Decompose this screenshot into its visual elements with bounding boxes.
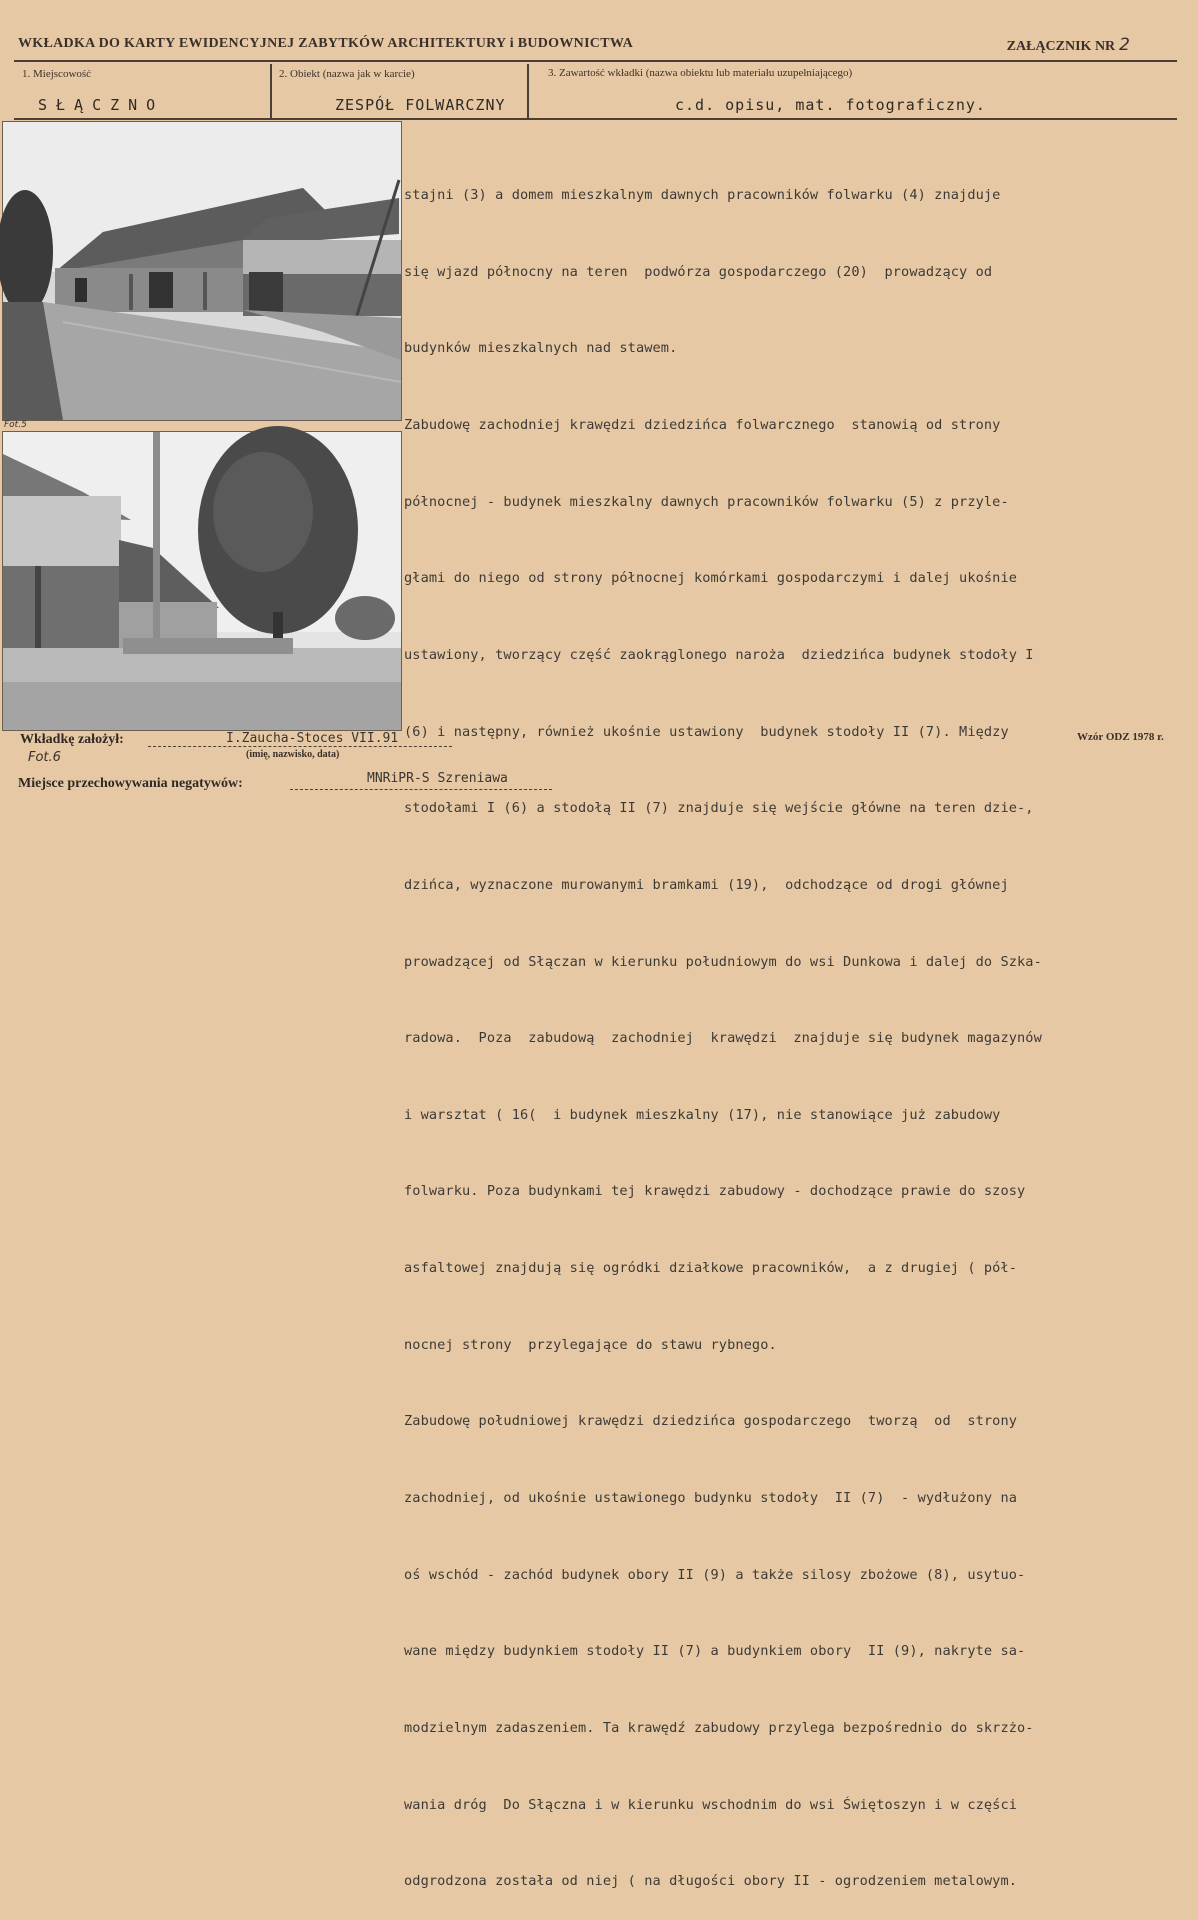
description-line: i warsztat ( 16( i budynek mieszkalny (17), nie stanowiące już zabudowy: [404, 1106, 1001, 1123]
storage-label: Miejsce przechowywania negatywów:: [18, 776, 243, 791]
field-divider-2: [527, 64, 529, 118]
author-hint: (imię, nazwisko, data): [246, 749, 340, 760]
photo-barn-and-tree: [2, 431, 402, 731]
barns-photo-image: [3, 122, 401, 420]
photo2-caption: Fot.6: [28, 750, 61, 765]
description-line: oś wschód - zachód budynek obory II (9) a także silosy zbożowe (8), usytuo-: [404, 1566, 1026, 1583]
description-line: folwarku. Poza budynkami tej krawędzi zabudowy - dochodzące prawie do szosy: [404, 1183, 1026, 1200]
description-line: (6) i następny, również ukośnie ustawiony budynek stodoły II (7). Między: [404, 723, 1009, 740]
description-line: wania dróg Do Słączna i w kierunku wschodnim do wsi Świętoszyn i w części: [404, 1796, 1018, 1813]
location-value: SŁĄCZNO: [38, 96, 165, 114]
barn-tree-photo-image: [3, 432, 401, 730]
storage-value: MNRiPR-S Szreniawa: [367, 771, 508, 786]
description-line: wane między budynkiem stodoły II (7) a budynkiem obory II (9), nakryte sa-: [404, 1643, 1026, 1660]
description-line: ustawiony, tworzący część zaokrąglonego naroża dziedzińca budynek stodoły I: [404, 646, 1034, 663]
description-line: modzielnym zadaszeniem. Ta krawędź zabudowy przylega bezpośrednio do skrzżo-: [404, 1719, 1034, 1736]
author-value: I.Zaucha-Stoces VII.91: [226, 731, 399, 746]
content-label: 3. Zawartość wkładki (nazwa obiektu lub materiału uzupełniającego): [548, 67, 853, 79]
description-line: głami do niego od strony północnej komórkami gospodarczymi i dalej ukośnie: [404, 570, 1018, 587]
author-underline: [148, 745, 452, 747]
annex-label-text: ZAŁĄCZNIK NR: [1006, 39, 1116, 54]
description-line: odgrodzona została od niej ( na długości obory II - ogrodzeniem metalowym.: [404, 1873, 1018, 1890]
photo-barns: [2, 121, 402, 421]
photo1-caption: Fot.5: [4, 420, 27, 430]
storage-underline: [290, 788, 552, 790]
description-line: się wjazd północny na teren podwórza gospodarczego (20) prowadzący od: [404, 263, 993, 280]
description-line: prowadzącej od Słączan w kierunku południowym do wsi Dunkowa i dalej do Szka-: [404, 953, 1042, 970]
annex-number: 2: [1119, 35, 1130, 55]
form-model: Wzór ODZ 1978 r.: [1077, 731, 1164, 743]
object-value: ZESPÓŁ FOLWARCZNY: [335, 96, 506, 114]
header-top-rule: [14, 60, 1177, 62]
field-divider-1: [270, 64, 272, 118]
author-label: Wkładkę założył:: [20, 732, 124, 747]
description-text: [404, 132, 1184, 1920]
description-line: zachodniej, od ukośnie ustawionego budynku stodoły II (7) - wydłużony na: [404, 1489, 1018, 1506]
description-line: Zabudowę zachodniej krawędzi dziedzińca folwarcznego stanowią od strony: [404, 417, 1001, 434]
object-label: 2. Obiekt (nazwa jak w karcie): [279, 68, 415, 80]
description-line: Zabudowę południowej krawędzi dziedzińca gospodarczego tworzą od strony: [404, 1413, 1018, 1430]
description-line: północnej - budynek mieszkalny dawnych pracowników folwarku (5) z przyle-: [404, 493, 1009, 510]
description-line: budynków mieszkalnych nad stawem.: [404, 340, 678, 357]
location-label: 1. Miejscowość: [22, 68, 92, 80]
description-line: dzińca, wyznaczone murowanymi bramkami (19), odchodzące od drogi głównej: [404, 876, 1009, 893]
annex-label: [1007, 35, 1130, 55]
description-line: radowa. Poza zabudową zachodniej krawędzi znajduje się budynek magazynów: [404, 1030, 1042, 1047]
description-line: stodołami I (6) a stodołą II (7) znajduje się wejście główne na teren dzie-,: [404, 800, 1034, 817]
description-line: asfaltowej znajdują się ogródki działkowe pracowników, a z drugiej ( pół-: [404, 1260, 1018, 1277]
header-bottom-rule: [14, 118, 1177, 120]
form-title: WKŁADKA DO KARTY EWIDENCYJNEJ ZABYTKÓW ARCHITEKTURY i BUDOWNICTWA: [18, 36, 634, 51]
description-line: nocnej strony przylegające do stawu rybnego.: [404, 1336, 777, 1353]
content-value: c.d. opisu, mat. fotograficzny.: [675, 96, 986, 114]
description-line: stajni (3) a domem mieszkalnym dawnych pracowników folwarku (4) znajduje: [404, 187, 1001, 204]
